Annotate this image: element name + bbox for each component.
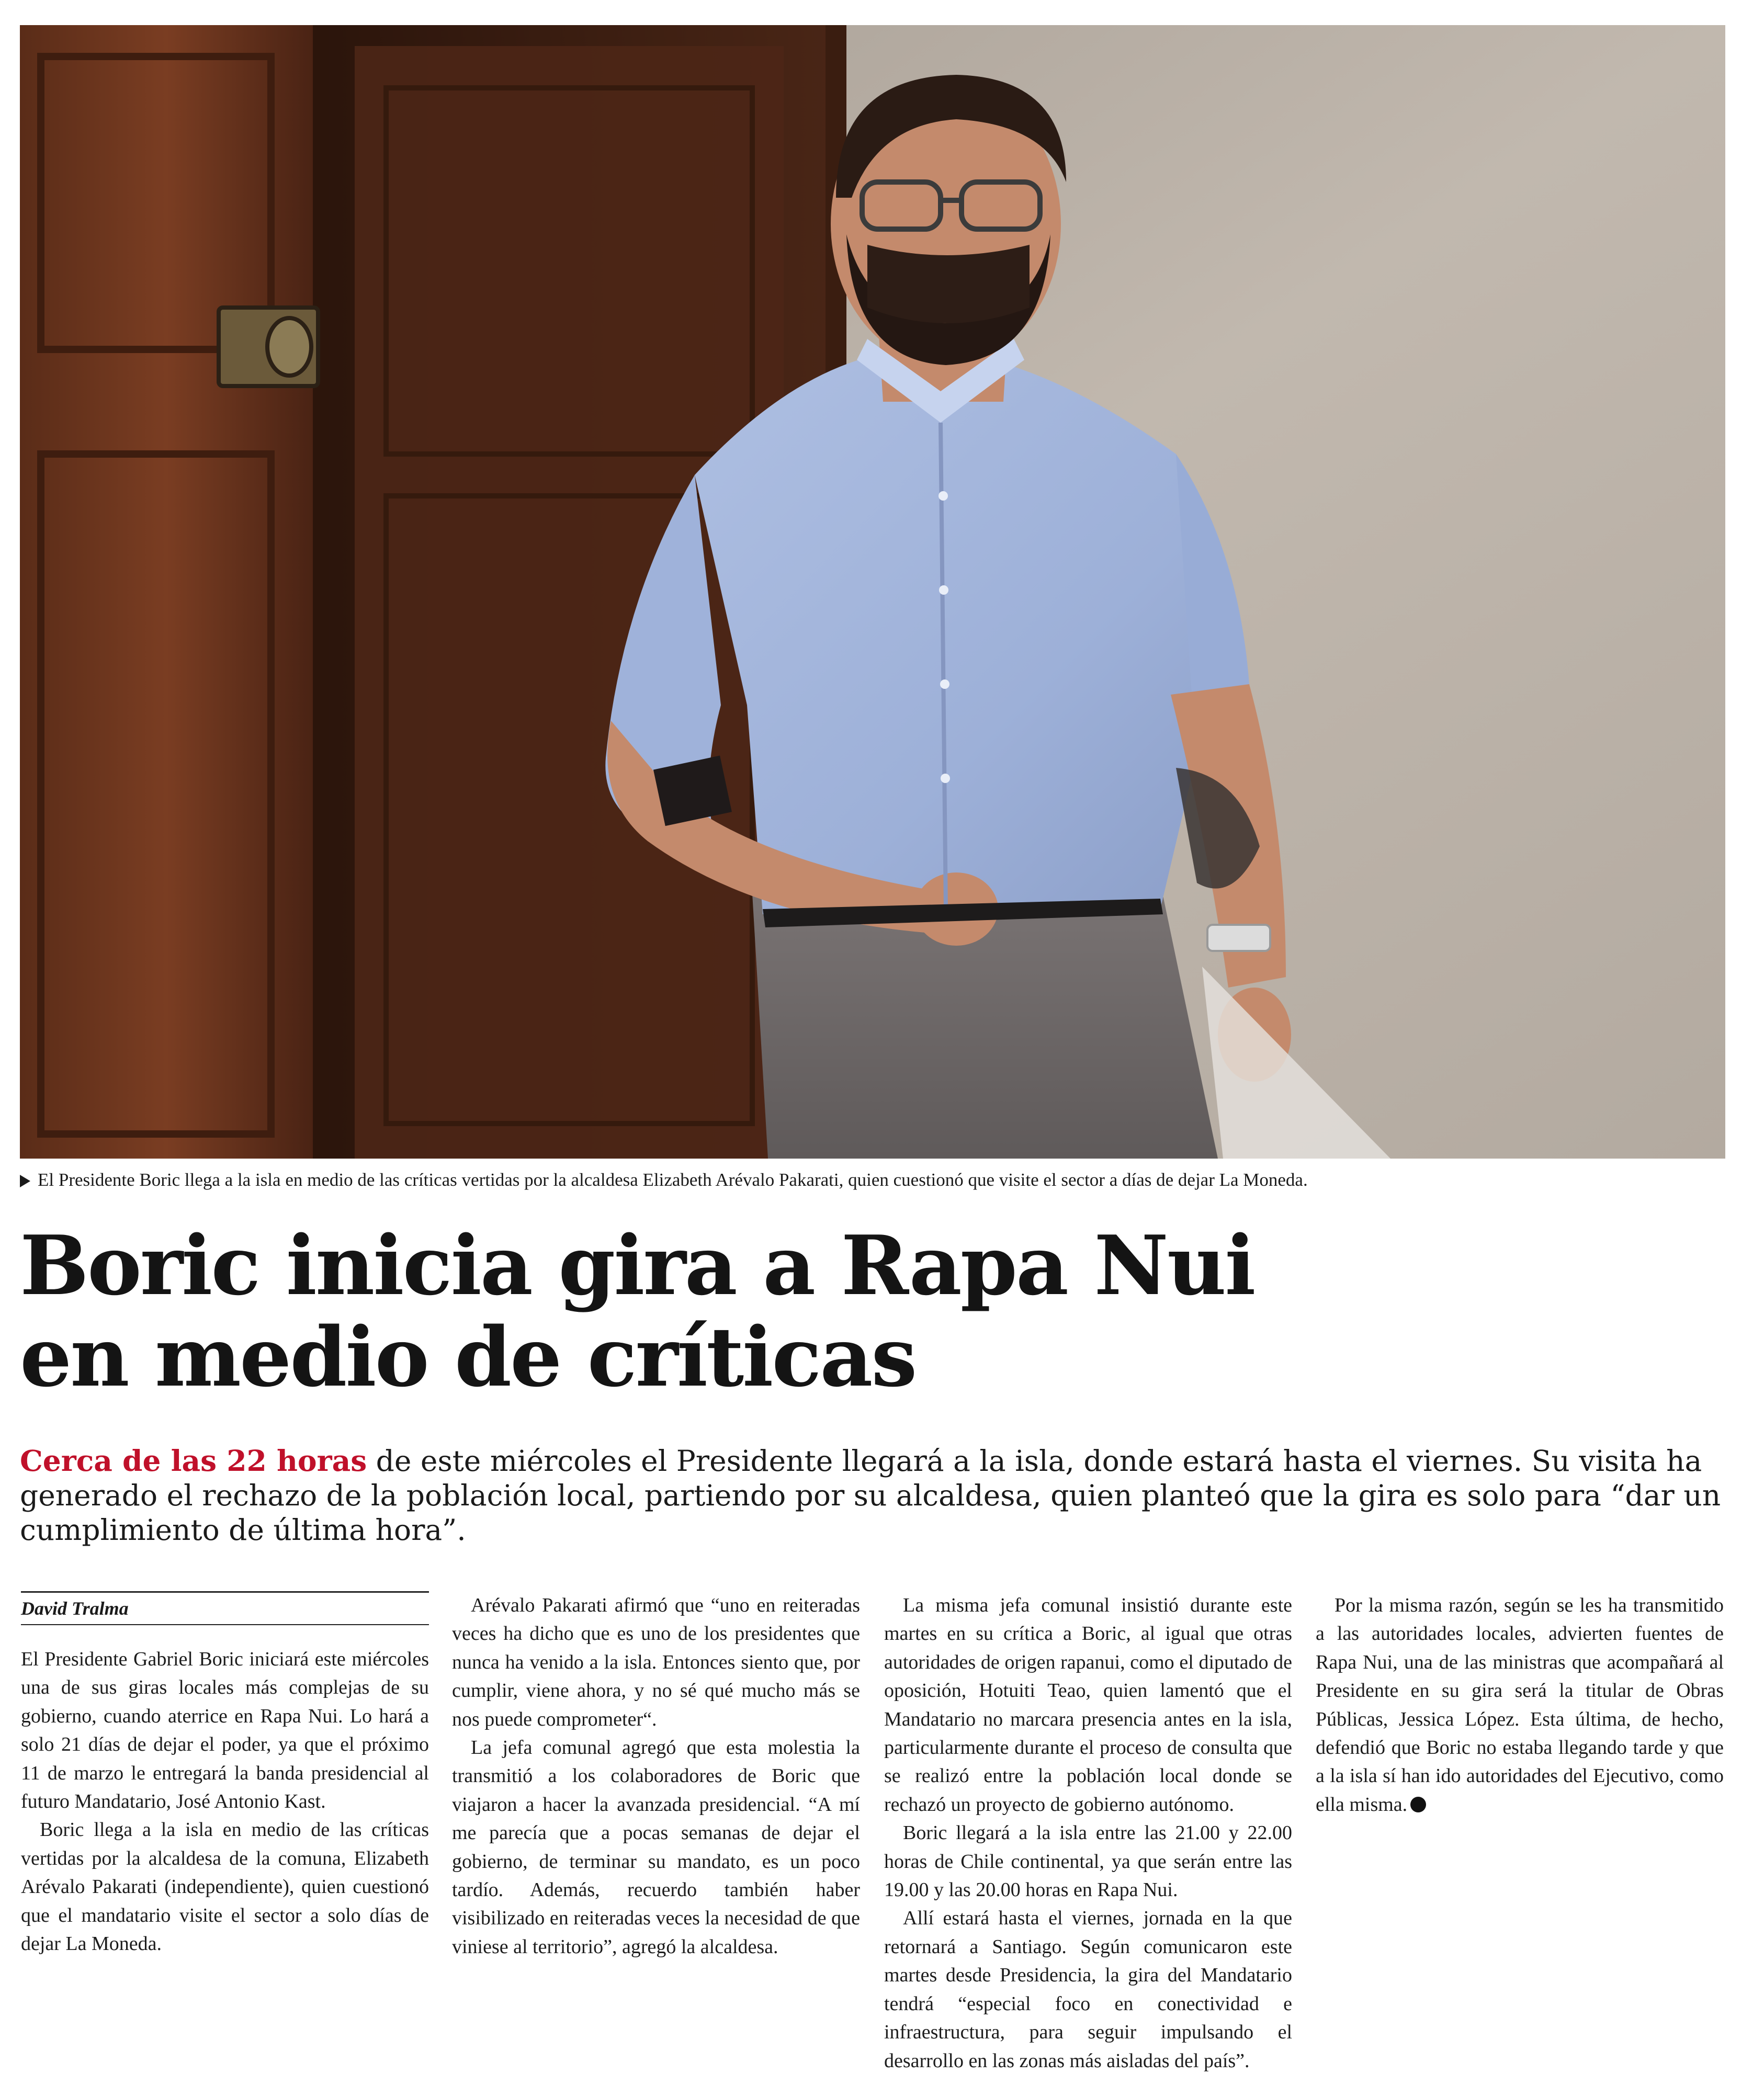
body-paragraph-4: La jefa comunal agregó que esta molestia la transmitió a los colaboradores de Boric que viajaron a hacer la avanzada presidencial. “A mí me parecía que a pocas semanas de dejar el gobierno, de terminar su mandato, es un poco tardío. Además, recuerdo también haber visibilizado en reiteradas veces la necesidad de que viniese al territorio”, agregó la alcaldesa. (452, 1737, 860, 1958)
body-column-3 (884, 1591, 1292, 2075)
body-paragraph-2: Boric llega a la isla en medio de las críticas vertidas por la alcaldesa de la comuna, Elizabeth Arévalo Pakarati (independiente), quien cuestionó que el mandatario visite el sector a solo días de dejar La Moneda. (21, 1819, 429, 1955)
end-of-article-dot-icon (1410, 1797, 1426, 1812)
body-paragraph-1: El Presidente Gabriel Boric iniciará este miércoles una de sus giras locales más complejas de su gobierno, cuando aterrice en Rapa Nui. Lo hará a solo 21 días de dejar el poder, ya que el próximo 11 de marzo le entregará la banda presidencial al futuro Mandatario, José Antonio Kast. (21, 1648, 429, 1813)
article-lead (20, 1444, 1725, 1547)
article-headline (20, 1220, 1720, 1403)
body-column-1 (21, 1645, 429, 1958)
lead-text: de este miércoles el Presidente llegará a la isla, donde estará hasta el viernes. Su visita ha generado el rechazo de la población local, partiendo por su alcaldesa, quien planteó que la gira es solo para “dar un cumplimiento de última hora”. (20, 1444, 1721, 1547)
lead-kicker: Cerca de las 22 horas (20, 1444, 367, 1478)
caption-text: El Presidente Boric llega a la isla en medio de las críticas vertidas por la alcaldesa Elizabeth Arévalo Pakarati, quien cuestionó que visite el sector a días de dejar La Moneda. (38, 1170, 1308, 1190)
body-paragraph-3: Arévalo Pakarati afirmó que “uno en reiteradas veces ha dicho que es uno de los presidentes que nunca ha venido a la isla. Entonces siento que, por cumplir, viene ahora, y no sé qué mucho más se nos puede comprometer“. (452, 1594, 860, 1730)
body-column-2 (452, 1591, 860, 1961)
body-paragraph-5: La misma jefa comunal insistió durante este martes en su crítica a Boric, al igual que otras autoridades de origen rapanui, como el diputado de oposición, Hotuiti Teao, quien lamentó que el Mandatario no marcara presencia antes en la isla, particularmente durante el proceso de consulta que se realizó entre la población local donde se rechazó un proyecto de gobierno autónomo. (884, 1594, 1292, 1816)
byline-bottom-rule (21, 1624, 429, 1625)
byline-block (21, 1591, 429, 1958)
article-photo (20, 25, 1725, 1159)
byline-author: David Tralma (21, 1598, 129, 1619)
photo-caption (20, 1169, 1741, 1192)
body-paragraph-6: Boric llegará a la isla entre las 21.00 y 22.00 horas de Chile continental, ya que serán entre las 19.00 y las 20.00 horas en Rapa Nui. (884, 1822, 1292, 1901)
headline-line-1: Boric inicia gira a Rapa Nui (20, 1218, 1254, 1313)
body-paragraph-8 (1316, 1591, 1724, 1819)
body-column-4 (1316, 1591, 1724, 1819)
headline-line-2: en medio de críticas (20, 1309, 916, 1405)
body-paragraph-7: Allí estará hasta el viernes, jornada en la que retornará a Santiago. Según comunicaron este martes desde Presidencia, la gira del Mandatario tendrá “especial foco en conectividad e infraestructura, para seguir impulsando el desarrollo en las zonas más aisladas del país”. (884, 1907, 1292, 2072)
body-paragraph-8-text: Por la misma razón, según se les ha transmitido a las autoridades locales, advierten fuentes de Rapa Nui, una de las ministras que acompañará al Presidente en su gira será la titular de Obras Públicas, Jessica López. Esta última, de hecho, defendió que Boric no estaba llegando tarde y que a la isla sí han ido autoridades del Ejecutivo, como ella misma. (1316, 1594, 1724, 1816)
triangle-right-icon (20, 1175, 30, 1187)
president-portrait-photo-icon (20, 25, 1725, 1159)
